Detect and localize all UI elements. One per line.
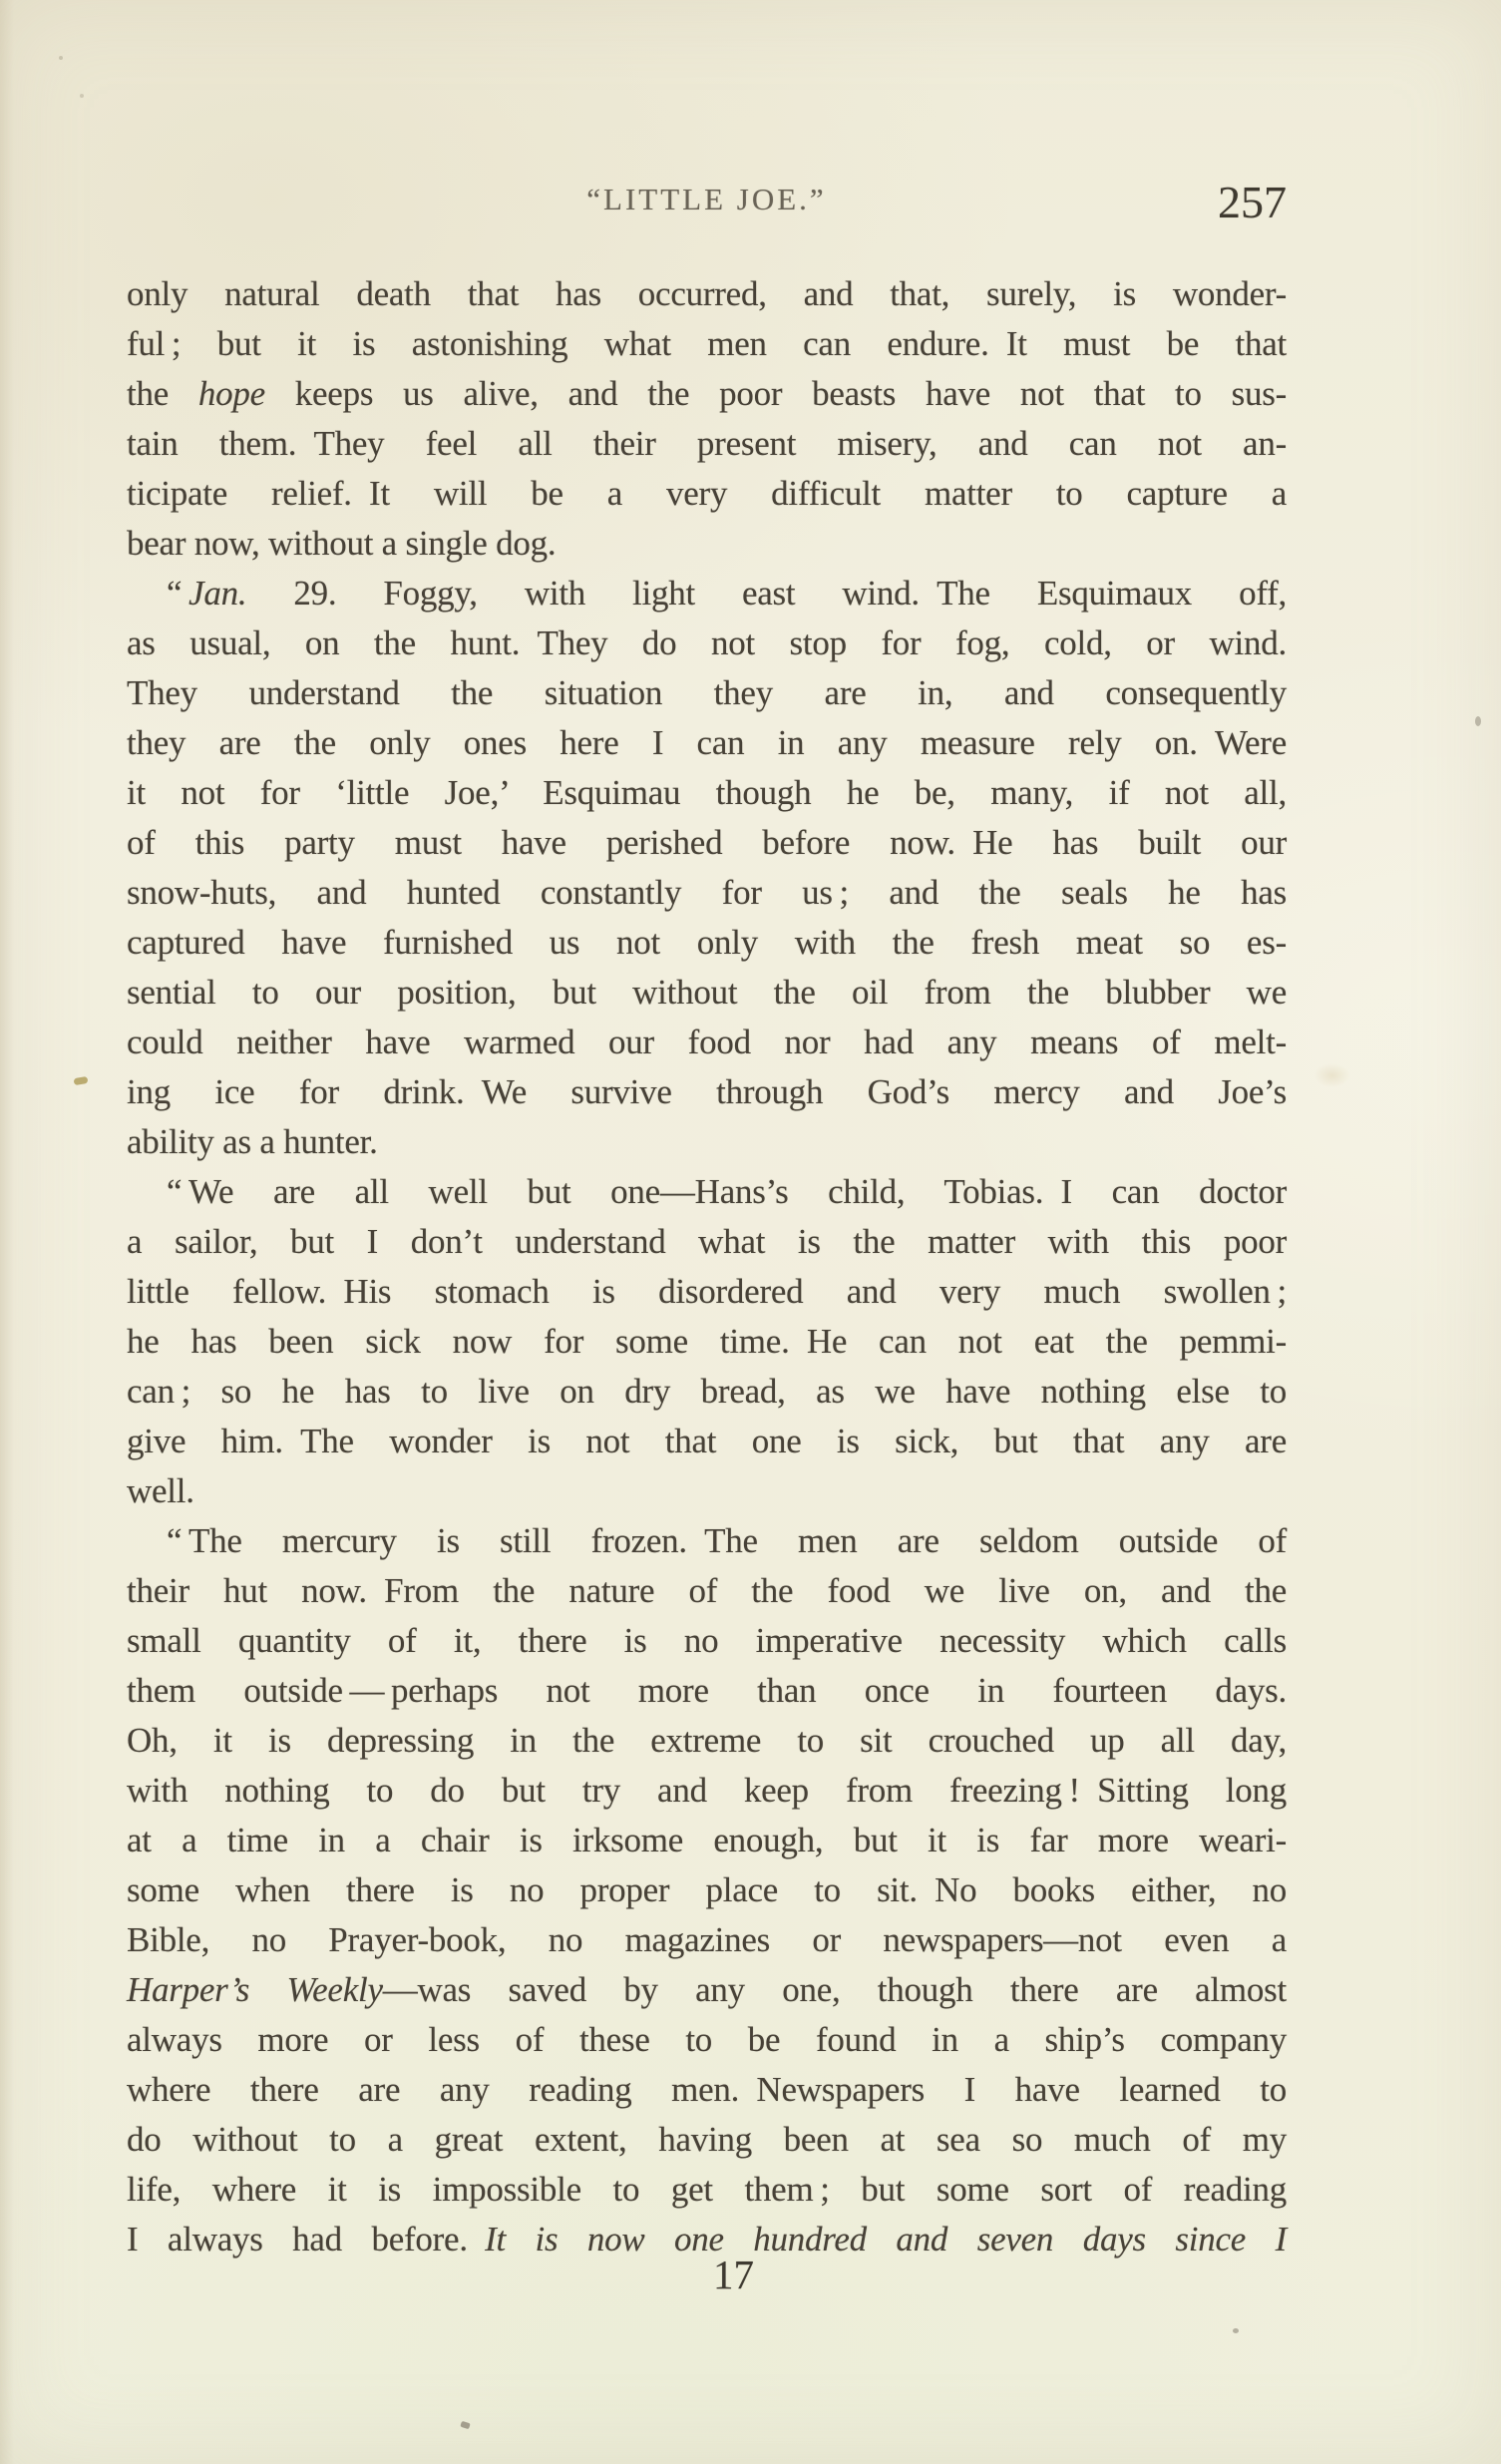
text-segment: give him. The wonder is not that one is sick, but that any are	[127, 1422, 1287, 1460]
text-line	[127, 569, 1287, 618]
text-line	[127, 918, 1287, 968]
text-segment: keeps us alive, and the poor beasts have not that to sus-	[264, 374, 1287, 413]
text-line	[127, 668, 1287, 718]
text-segment: 29. Foggy, with light east wind. The Esquimaux off,	[246, 574, 1287, 613]
text-segment: ing ice for drink. We survive through God’s mercy and Joe’s	[127, 1072, 1287, 1111]
text-line	[127, 1466, 1287, 1516]
text-segment: always more or less of these to be found in a ship’s company	[127, 2020, 1287, 2059]
text-line	[127, 1317, 1287, 1367]
text-line	[127, 2165, 1287, 2215]
scan-speck	[1233, 2328, 1239, 2333]
text-segment: it not for ‘little Joe,’ Esquimau though he be, many, if not all,	[127, 773, 1287, 812]
text-line	[127, 369, 1287, 419]
text-line	[127, 718, 1287, 768]
text-line	[127, 1566, 1287, 1616]
text-line	[127, 419, 1287, 469]
scan-stain	[1314, 1063, 1350, 1087]
text-line	[127, 1616, 1287, 1666]
text-segment: only natural death that has occurred, and that, surely, is wonder-	[127, 274, 1287, 313]
text-line	[127, 1516, 1287, 1566]
text-line	[127, 1367, 1287, 1417]
text-segment: of this party must have perished before now. He has built our	[127, 823, 1287, 862]
text-segment: can ; so he has to live on dry bread, as we have nothing else to	[127, 1372, 1287, 1411]
text-line	[127, 618, 1287, 668]
italic-text-segment: hope	[197, 374, 265, 413]
text-segment: at a time in a chair is irksome enough, but it is far more weari-	[127, 1821, 1287, 1859]
text-line	[127, 269, 1287, 319]
text-line	[127, 1018, 1287, 1067]
text-line	[127, 768, 1287, 818]
text-segment: bear now, without a single dog.	[127, 524, 557, 563]
text-line	[127, 1865, 1287, 1915]
text-segment: could neither have warmed our food nor had any means of melt-	[127, 1023, 1287, 1061]
text-segment: do without to a great extent, having been at sea so much of my	[127, 2120, 1287, 2159]
text-segment: well.	[127, 1471, 194, 1510]
text-segment: small quantity of it, there is no imperative necessity which calls	[127, 1621, 1287, 1660]
text-segment: Oh, it is depressing in the extreme to sit crouched up all day,	[127, 1721, 1287, 1760]
text-line	[127, 968, 1287, 1018]
text-line	[127, 2115, 1287, 2165]
text-line	[127, 1915, 1287, 1965]
scan-speck	[1475, 716, 1481, 726]
text-segment: They understand the situation they are in, and consequently	[127, 673, 1287, 712]
scan-speck	[73, 1076, 88, 1085]
text-line	[127, 1117, 1287, 1167]
text-line	[127, 2065, 1287, 2115]
text-segment: they are the only ones here I can in any measure rely on. Were	[127, 723, 1287, 762]
text-line	[127, 1067, 1287, 1117]
text-segment: Bible, no Prayer-book, no magazines or newspapers—not even a	[127, 1920, 1287, 1959]
text-line	[127, 1417, 1287, 1466]
italic-text-segment: Jan.	[188, 574, 247, 613]
text-line	[127, 1217, 1287, 1267]
text-line	[127, 469, 1287, 519]
text-segment: “	[167, 574, 189, 613]
text-line	[127, 1965, 1287, 2015]
text-segment: ticipate relief. It will be a very difficult matter to capture a	[127, 474, 1287, 513]
text-segment: sential to our position, but without the oil from the blubber we	[127, 973, 1287, 1012]
text-line	[127, 868, 1287, 918]
text-line	[127, 1816, 1287, 1865]
text-line	[127, 1716, 1287, 1766]
text-segment: life, where it is impossible to get them ; but some sort of reading	[127, 2170, 1287, 2209]
italic-text-segment: Harper’s Weekly	[127, 1970, 383, 2009]
text-segment: tain them. They feel all their present misery, and can not an-	[127, 424, 1287, 463]
text-segment: their hut now. From the nature of the food we live on, and the	[127, 1571, 1287, 1610]
text-segment: as usual, on the hunt. They do not stop for fog, cold, or wind.	[127, 623, 1287, 662]
text-segment: snow-huts, and hunted constantly for us ; and the seals he has	[127, 873, 1287, 912]
text-segment: where there are any reading men. Newspapers I have learned to	[127, 2070, 1287, 2109]
scan-speck	[460, 2421, 470, 2429]
scan-speck	[80, 94, 84, 98]
text-segment: ful ; but it is astonishing what men can endure. It must be that	[127, 324, 1287, 363]
page-number: 257	[1218, 177, 1287, 227]
running-header-title: “LITTLE JOE.”	[586, 182, 827, 216]
text-segment: some when there is no proper place to sit. No books either, no	[127, 1870, 1287, 1909]
italic-text-segment: It is now one hundred and seven days since I	[485, 2220, 1287, 2259]
text-line	[127, 1267, 1287, 1317]
text-line	[127, 2015, 1287, 2065]
text-segment: —was saved by any one, though there are almost	[382, 1970, 1287, 2009]
text-segment: he has been sick now for some time. He can not eat the pemmi-	[127, 1322, 1287, 1361]
text-segment: a sailor, but I don’t understand what is the matter with this poor	[127, 1222, 1287, 1261]
text-segment: captured have furnished us not only with the fresh meat so es-	[127, 923, 1287, 962]
text-segment: “ The mercury is still frozen. The men are seldom outside of	[167, 1521, 1287, 1560]
text-line	[127, 1167, 1287, 1217]
text-line	[127, 1766, 1287, 1816]
page-body	[127, 269, 1287, 2264]
signature-mark: 17	[713, 2252, 754, 2297]
text-segment: them outside — perhaps not more than once in fourteen days.	[127, 1671, 1287, 1710]
text-line	[127, 818, 1287, 868]
text-segment: little fellow. His stomach is disordered and very much swollen ;	[127, 1272, 1287, 1311]
text-segment: ability as a hunter.	[127, 1122, 378, 1161]
text-segment: with nothing to do but try and keep from freezing ! Sitting long	[127, 1771, 1287, 1810]
text-line	[127, 319, 1287, 369]
text-segment: the	[127, 374, 198, 413]
text-line	[127, 1666, 1287, 1716]
text-segment: “ We are all well but one—Hans’s child, Tobias. I can doctor	[167, 1172, 1287, 1211]
text-segment: I always had before.	[127, 2220, 486, 2259]
scan-speck	[59, 56, 63, 60]
text-line	[127, 519, 1287, 569]
